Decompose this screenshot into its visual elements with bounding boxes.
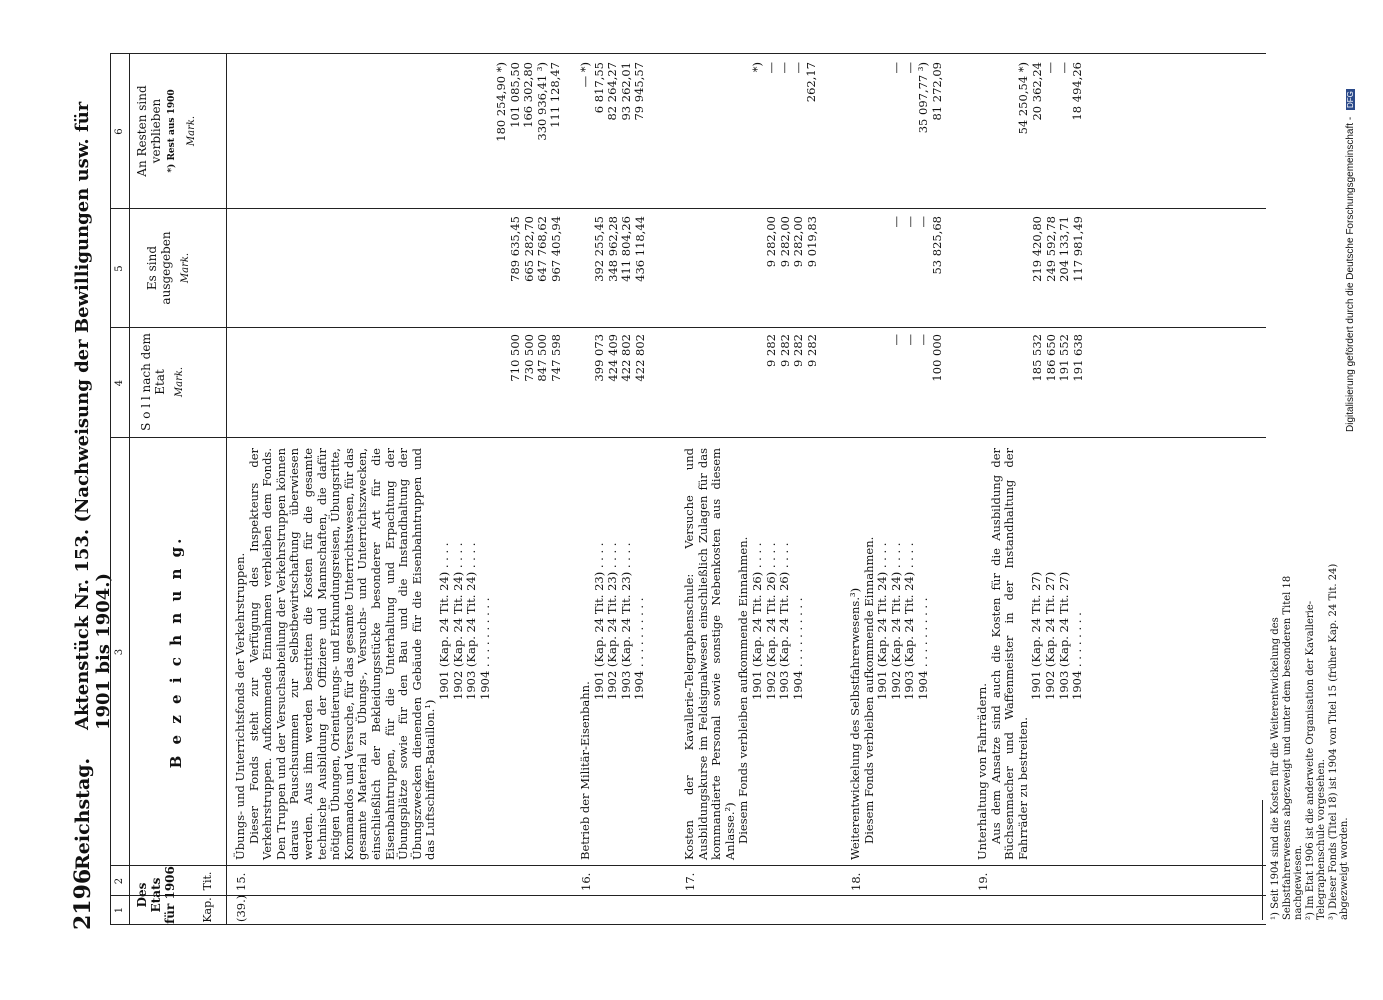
row-16-soll-1901: 399 073 [592,334,606,382]
row-15-soll-1903: 847 500 [535,334,550,382]
row-18-aus-1901: — [889,216,903,228]
header-soll-unit: Mark. [174,366,185,398]
row-17-reste [751,62,819,204]
row-15-rest-1901: 101 085,50 [507,62,522,128]
row-19-text: Aus dem Ansatze sind auch die Kosten für die Ausbildung der Büchsenmacher und Waffenmeister in der Instandhaltung der Fahrräder zu bestreiten. [988,448,1030,860]
header-bezeichnung: B e z e i c h n u n g. [167,535,185,769]
row-15-rest-1900: 180 254,90 *) [494,62,508,142]
row-15-soll [509,334,563,434]
row-18-soll-1901: — [889,334,903,346]
row-15-soll-1904: 747 598 [548,334,563,382]
reichstag-label: Reichstag. [72,757,94,870]
header-reste-label: An Resten sind verblieben [135,85,163,177]
row-16-aus-1901: 392 255,45 [592,216,606,282]
row-18-heading: Weiterentwickelung des Selbstfahrerwesens.³) [848,587,862,860]
row-18-soll-1903: — [916,334,931,346]
row-16-year-1903: 1903 (Kap. 24 Tit. 23) . . . . [618,542,633,700]
row-18-rest-1901: — [889,62,903,74]
row-15-soll-1902: 730 500 [521,334,536,382]
row-15-year-1903: 1903 (Kap. 24 Tit. 24) . . . . [464,542,479,700]
row-18-rest-1904: 81 272,09 [929,62,944,121]
colnum-2: 2 [114,877,125,885]
row-19-soll [1031,334,1085,434]
colnum-1: 1 [114,906,125,914]
row-19-tit: 19. [976,872,990,891]
row-19-year-1904: 1904 . . . . . . . . [1070,612,1085,700]
row-15-ausgegeben [509,216,563,324]
row-16-soll-1902: 424 409 [605,334,620,382]
row-17-rest-1902: — [777,62,792,74]
row-16-aus-1904: 436 118,44 [632,216,647,282]
row-15-description [234,448,492,860]
row-16-rest-1900: — *) [578,62,592,88]
header-reste [135,58,199,204]
row-18-tit: 18. [849,872,863,891]
header-kap: Kap. [201,897,214,923]
header-ausgegeben [145,212,193,324]
row-15-rest-1904: 111 128,47 [548,62,563,128]
row-15-tit: 15. [234,872,248,891]
row-17-soll-1902: 9 282 [777,334,792,367]
row-19-description [976,448,1085,860]
row-17-text: Diesem Fonds verbleiben aufkommende Einnahmen. [736,536,751,844]
row-18-aus-1904: 53 825,68 [929,216,944,275]
footnote-3: ³) Dieser Fonds (Titel 18) ist 1904 von Titel 15 (früher Kap. 24 Tit. 24) abgezweigt worden. [1327,563,1350,920]
row-19-soll-1903: 191 552 [1057,334,1072,382]
row-19-rest-1903: — [1056,62,1071,74]
row-18-aus-1902: — [902,216,917,228]
row-16-soll-1904: 422 802 [632,334,647,382]
row-17-aus-1903: 9 282,00 [791,216,806,268]
footnotes [1270,560,1351,920]
header-soll [139,332,187,432]
row-17-soll-1904: 9 282 [804,334,819,367]
row-16-rest-1902: 82 264,27 [605,62,620,121]
row-19-rest-1904: 18 494,26 [1070,62,1085,121]
page-header [60,50,114,930]
header-etat-a: Des Etats [135,877,163,913]
row-16-year-1902: 1902 (Kap. 24 Tit. 23) . . . . [605,542,620,700]
row-16-rest-1903: 93 262,01 [618,62,633,121]
row-16-rest-1904: 79 945,57 [632,62,647,121]
row-19-ausgegeben [1031,216,1085,324]
row-18-reste [890,62,944,204]
row-17-year-1902: 1902 (Kap. 24 Tit. 26) . . . . [763,542,778,700]
row-18-year-1901: 1901 (Kap. 24 Tit. 24) . . . . [875,542,890,700]
header-tit: Tit. [201,871,214,891]
digitization-credit-text [1345,12,1356,432]
header-reste-unit: Mark. [186,115,197,147]
row-17-aus-1901: 9 282,00 [764,216,778,268]
row-15-aus-1903: 647 768,62 [535,216,550,282]
col-divider [111,437,1266,438]
row-19-year-1901: 1901 (Kap. 24 Tit. 27) [1029,571,1044,700]
colnum-4: 4 [114,379,125,387]
row-15-aus-1901: 789 635,45 [508,216,522,282]
row-15-text: Dieser Fonds steht zur Verfügung des Inspekteurs der Verkehrstruppen. Aufkommende Einnahmen verbleiben dem Fonds. Den Truppen und der Versuchsabteilung der Verkehrstruppen können daraus Pauschsummen zur Selbstbewirtschaftung überwiesen werden. Aus ihm werden bestritten die Kosten für die gesamte technische Ausbildung der Offiziere und Mannschaften, die dafür nötigen Übungen, Orientierungs- und Erkundungsreisen, Übungsritte, Kommandos und Versuche, für das gesamte Unterrichtswesen, für das gesamte Material zu Übungs-, Versuchs- und Unterrichtszwecken, einschließlich der Bekleidungsstücke besonderer Art für die Eisenbahntruppen, für die Unterhaltung und Erpachtung der Übungsplätze sowie für den Bau und die Instandhaltung der Übungszwecken dienenden Gebäude für die Eisenbahntruppen und das Luftschiffer-Bataillon.¹) [246,447,438,860]
row-15-year-1902: 1902 (Kap. 24 Tit. 24) . . . . [450,542,465,700]
row-16-aus-1903: 411 804,26 [619,216,634,282]
row-18-year-1903: 1903 (Kap. 24 Tit. 24) . . . . [902,542,917,700]
row-18-year-1904: 1904 . . . . . . . . . . [915,597,930,700]
row-19-aus-1901: 219 420,80 [1030,216,1044,282]
row-16-ausgegeben [593,216,647,324]
digitization-credit [1345,12,1375,432]
row-15-year-1904: 1904 . . . . . . . . . . [477,597,492,700]
header-reste-note: *) Rest aus 1900 [167,89,177,173]
row-15-rest-1903: 330 936,41 ³) [534,62,549,141]
col-divider [111,208,1266,209]
row-18-soll-1904: 100 000 [929,334,944,382]
colnum-3: 3 [114,648,125,656]
row-15-rest-1902: 166 302,80 [521,62,536,128]
row-17-description [683,448,805,860]
header-ausgegeben-label: Es sind ausgegeben [145,231,173,305]
row-17-heading: Kosten der Kavallerie-Telegraphenschule: Versuche und Ausbildungskurse im Feldsignalwesen einschließlich Zulagen für das kommandierte Personal sowie sonstige Nebenkosten aus diesem Anlasse.²) [682,448,737,860]
row-18-ausgegeben [890,216,944,324]
colnum-5: 5 [114,265,125,272]
row-17-rest-1904: 262,17 [804,62,819,103]
row-17-year-1901: 1901 (Kap. 24 Tit. 26) . . . . [749,542,764,700]
row-16-soll [593,334,647,434]
row-19-soll-1901: 185 532 [1030,334,1044,382]
row-17-aus-1904: 9 019,83 [804,216,819,268]
row-18-aus-1903: — [916,216,931,228]
row-18-soll-1902: — [902,334,917,346]
row-16-tit: 16. [579,872,593,891]
row-17-soll-1903: 9 282 [791,334,806,367]
header-ausgegeben-unit: Mark. [180,252,191,284]
row-19-year-1902: 1902 (Kap. 24 Tit. 27) [1042,571,1057,700]
row-19-aus-1902: 249 592,78 [1043,216,1058,282]
header-etat-b: für 1906 [163,866,177,924]
dfg-logo: DFG [1346,91,1355,109]
row-18-rest-1903: 35 097,77 ³) [916,62,931,134]
row-19-rest-1900: 54 250,54 *) [1016,62,1030,135]
row-17-soll [765,334,819,434]
row-16-year-1901: 1901 (Kap. 24 Tit. 23) . . . . [591,542,606,700]
row-15-heading: Übungs- und Unterrichtsfonds der Verkehrstruppen. [233,552,247,860]
col-divider [111,327,1266,328]
row-18-rest-1902: — [902,62,917,74]
row-15-kap: (39.) [234,894,248,922]
row-19-heading: Unterhaltung von Fahrrädern. [975,683,989,860]
row-16-rest-1901: 6 817,55 [591,62,606,114]
row-18-year-1902: 1902 (Kap. 24 Tit. 24) . . . . [888,542,903,700]
colnum-rule [129,54,130,924]
row-16-year-1904: 1904 . . . . . . . . . . [632,597,647,700]
row-19-aus-1904: 117 981,49 [1070,216,1085,282]
row-17-tit: 17. [683,872,697,891]
row-18-soll [890,334,944,434]
row-15-reste [495,62,563,204]
row-17-ausgegeben [765,216,819,324]
appropriation-table [110,53,1266,925]
row-17-year-1904: 1904 . . . . . . . . . . [790,597,805,700]
header-etat [135,866,177,924]
row-19-rest-1901: 20 362,24 [1029,62,1044,121]
row-19-soll-1904: 191 638 [1070,334,1085,382]
row-16-soll-1903: 422 802 [619,334,634,382]
row-16-description [579,448,647,860]
row-15-soll-1901: 710 500 [508,334,522,382]
row-19-reste [1017,62,1085,204]
row-15-year-1901: 1901 (Kap. 24 Tit. 24) . . . . [436,542,451,700]
row-18-description [849,448,931,860]
row-19-soll-1902: 186 650 [1043,334,1058,382]
footnote-rule [1262,800,1263,920]
colnum-6: 6 [114,128,125,135]
row-17-rest-1900: *) [750,62,764,73]
header-rule [226,54,227,924]
page-title: Aktenstück Nr. 153. (Nachweisung der Bewilligungen usw. für 1901 bis 1904.) [72,101,114,730]
row-19-rest-1902: — [1043,62,1058,74]
row-17-rest-1901: — [763,62,778,74]
credit-text: Digitalisierung gefördert durch die Deutsche Forschungsgemeinschaft - [1345,116,1356,432]
footnote-2: ²) Im Etat 1906 ist die anderweite Organisation der Kavallerie-Telegraphenschule vorgesehen. [1304,600,1327,920]
row-16-reste [579,62,647,204]
row-17-rest-1903: — [790,62,805,74]
row-17-aus-1902: 9 282,00 [777,216,792,268]
row-19-year-1903: 1903 (Kap. 24 Tit. 27) [1056,571,1071,700]
row-18-text: Diesem Fonds verbleiben aufkommende Einnahmen. [861,536,876,844]
header-soll-label: S o l l nach dem Etat [139,333,167,431]
row-16-heading: Betrieb der Militär-Eisenbahn. [578,681,592,860]
row-15-aus-1904: 967 405,94 [548,216,563,282]
footnote-1: ¹) Seit 1904 sind die Kosten für die Weiterentwickelung des Selbstfahrerwesens abgezweigt und unter dem besonderen Titel 18 nachgewiesen. [1270,575,1304,920]
row-17-soll-1901: 9 282 [764,334,778,367]
row-16-aus-1902: 348 962,28 [605,216,620,282]
col-divider [111,865,1266,866]
row-19-aus-1903: 204 133,71 [1057,216,1072,282]
col-divider [111,895,1266,896]
row-15-aus-1902: 665 282,70 [521,216,536,282]
page-number: 2196 [70,868,96,930]
row-17-year-1903: 1903 (Kap. 24 Tit. 26) . . . . [777,542,792,700]
